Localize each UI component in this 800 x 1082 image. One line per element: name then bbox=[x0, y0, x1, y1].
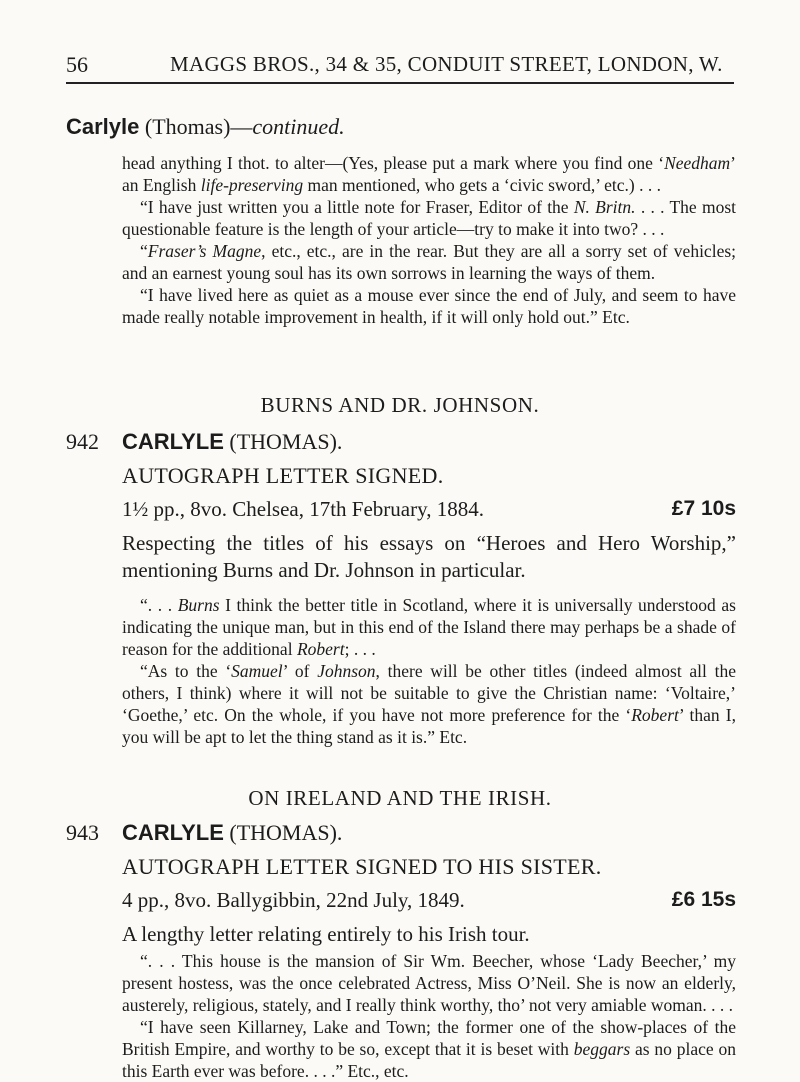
lot-title: AUTOGRAPH LETTER SIGNED. bbox=[122, 463, 444, 488]
continuation-name: (Thomas)— bbox=[139, 114, 253, 139]
text-run: Needham bbox=[664, 153, 731, 173]
lot-price: £7 10s bbox=[671, 497, 736, 520]
page-number: 56 bbox=[66, 52, 88, 77]
letter-paragraph bbox=[122, 152, 736, 196]
continued-letter bbox=[122, 152, 736, 328]
lot-author bbox=[122, 820, 342, 846]
quote-paragraph bbox=[122, 660, 736, 748]
author-rest: (THOMAS). bbox=[223, 429, 343, 454]
text-run: man mentioned, who gets a ‘civic sword,’ etc.) . . . bbox=[303, 175, 661, 195]
text-run: life-preserving bbox=[200, 175, 304, 195]
text-run: ’ an English bbox=[122, 153, 736, 195]
lot-quotation bbox=[122, 594, 736, 748]
letter-paragraph bbox=[122, 196, 736, 240]
continuation-heading bbox=[66, 114, 345, 140]
text-run: ’ of bbox=[282, 661, 318, 681]
lot-author bbox=[122, 429, 342, 455]
text-run: N. Britn. bbox=[573, 197, 636, 217]
text-run: . . . The most questionable feature is the length of your article—try to make it into two? . . . bbox=[122, 197, 736, 239]
text-run: Johnson bbox=[317, 661, 376, 681]
text-run: Samuel bbox=[231, 661, 283, 681]
lot-description: 1½ pp., 8vo. Chelsea, 17th February, 1884. bbox=[122, 497, 485, 521]
lot-summary: Respecting the titles of his essays on “Heroes and Hero Worship,” mentioning Burns and Dr. Johnson in particular. bbox=[122, 531, 736, 582]
text-run: Fraser’s Magne bbox=[147, 241, 262, 261]
lot-title: AUTOGRAPH LETTER SIGNED TO HIS SISTER. bbox=[122, 854, 602, 879]
text-run: “As to the ‘ bbox=[140, 661, 232, 681]
text-run: , etc., etc., are in the rear. But they are all a sorry set of vehicles; and an earnest young soul has its own sorrows in learning the ways of them. bbox=[122, 241, 737, 283]
lot-number: 942 bbox=[66, 429, 99, 454]
lot-description: 4 pp., 8vo. Ballygibbin, 22nd July, 1849. bbox=[122, 888, 465, 912]
page-header bbox=[66, 48, 734, 84]
text-run: “. . . bbox=[140, 595, 178, 615]
author-name: CARLYLE bbox=[122, 820, 224, 845]
letter-paragraph bbox=[122, 240, 736, 284]
lot-number: 943 bbox=[66, 820, 99, 845]
text-run: ’ than I, you will be apt to let the thing stand as it is.” Etc. bbox=[122, 705, 736, 747]
text-run: “I have just written you a little note for Fraser, Editor of the bbox=[140, 197, 574, 217]
quote-paragraph: “. . . This house is the mansion of Sir Wm. Beecher, whose ‘Lady Beecher,’ my present hostess, was the once celebrated Actress, Miss O’Neil. She is now an elderly, austerely, religious, stately, and I really think worthy, tho’ not very amiable woman. . . . bbox=[122, 951, 736, 1015]
section-heading: BURNS AND DR. JOHNSON. bbox=[260, 393, 540, 417]
lot-price: £6 15s bbox=[671, 888, 736, 911]
quote-paragraph bbox=[122, 1016, 736, 1082]
text-run: beggars bbox=[573, 1039, 631, 1059]
quote-paragraph bbox=[122, 594, 736, 660]
author-rest: (THOMAS). bbox=[223, 820, 343, 845]
text-run: I think the better title in Scotland, where it is universally understood as indicating the unique man, but in this end of the Island there may perhaps be a shade of reason for the additional bbox=[122, 595, 736, 659]
section-heading: ON IRELAND AND THE IRISH. bbox=[248, 786, 552, 810]
continuation-author: Carlyle bbox=[66, 114, 140, 139]
running-head: MAGGS BROS., 34 & 35, CONDUIT STREET, LONDON, W. bbox=[170, 52, 723, 76]
text-run: as no place on this Earth ever was before. . . .” Etc., etc. bbox=[122, 1039, 736, 1081]
lot-summary: A lengthy letter relating entirely to his Irish tour. bbox=[122, 922, 530, 946]
author-name: CARLYLE bbox=[122, 429, 224, 454]
lot-quotation bbox=[122, 950, 736, 1082]
text-run: “ bbox=[140, 241, 148, 261]
letter-paragraph: “I have lived here as quiet as a mouse ever since the end of July, and seem to have made really notable improvement in health, if it will only hold out.” Etc. bbox=[122, 285, 736, 327]
text-run: Burns bbox=[177, 595, 220, 615]
text-run: “I have seen Killarney, Lake and Town; the former one of the show-places of the British Empire, and worthy to be so, except that it is beset with bbox=[122, 1017, 736, 1059]
text-run: Robert bbox=[296, 639, 345, 659]
continuation-note: continued. bbox=[252, 114, 345, 139]
text-run: ; . . . bbox=[344, 639, 376, 659]
text-run: head anything I thot. to alter—(Yes, please put a mark where you find one ‘ bbox=[122, 153, 665, 173]
text-run: , there will be other titles (indeed almost all the others, I think) where it will not be suitable to give the Christian name: ‘Voltaire,’ ‘Goethe,’ etc. On the whole, if you have not more preference for the ‘ bbox=[122, 661, 736, 725]
text-run: Robert bbox=[631, 705, 679, 725]
